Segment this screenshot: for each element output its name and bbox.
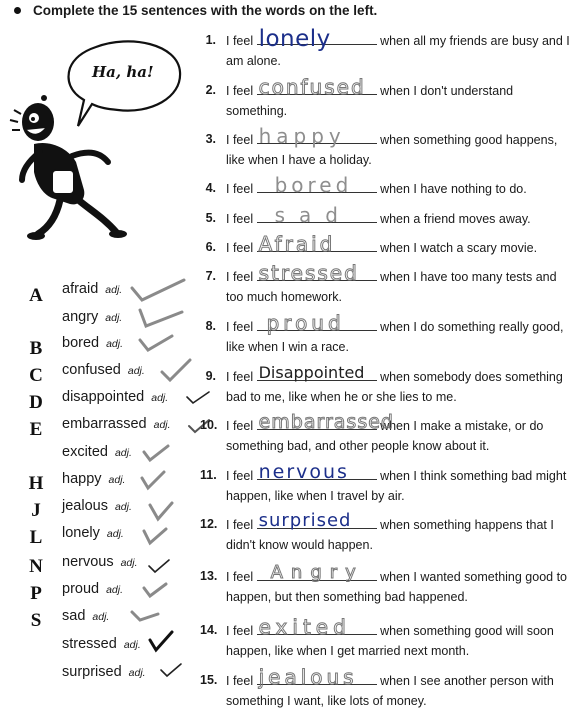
sentence-end: when something happens that I didn't know would happen. [226, 518, 554, 552]
sentence-end: when something good will soon happen, like when I get married next month. [226, 624, 554, 658]
answer-blank[interactable] [257, 261, 377, 285]
sentence-number: 11. [200, 468, 217, 482]
word-text: sad [62, 608, 86, 624]
laughing-figure-illustration [0, 22, 200, 252]
bullet-icon [14, 7, 21, 14]
sentence-number: 2. [205, 83, 216, 97]
handwritten-answer: stressed [258, 261, 359, 285]
check-mark-icon [158, 356, 194, 384]
speech-bubble-text: Ha, ha! [92, 63, 154, 81]
answer-blank[interactable] [257, 665, 377, 689]
sentence-number: 9. [205, 369, 216, 383]
answer-blank[interactable] [257, 124, 377, 148]
answer-blank[interactable] [257, 311, 377, 335]
word-item [62, 608, 109, 624]
word-item [62, 335, 123, 351]
group-letter: B [29, 338, 43, 359]
word-item [62, 554, 138, 570]
word-item [62, 525, 124, 541]
handwritten-answer: Afraid [258, 232, 336, 256]
word-text: stressed [62, 636, 117, 652]
word-text: disappointed [62, 389, 145, 405]
part-of-speech: adj. [120, 557, 138, 569]
word-item [62, 389, 168, 405]
sentence-start: I feel [226, 270, 254, 284]
word-item [62, 664, 146, 680]
sentence-end: when somebody does something bad to me, like when he or she lies to me. [226, 370, 563, 404]
part-of-speech: adj. [114, 501, 132, 513]
word-item [62, 362, 145, 378]
group-letter: S [30, 610, 42, 631]
group-letter: E [29, 419, 43, 440]
sentence-end: when I think something bad might happen, like when I travel by air. [226, 469, 567, 503]
word-item [62, 281, 122, 297]
word-item [62, 309, 122, 325]
check-mark-icon [140, 523, 170, 547]
part-of-speech: adj. [128, 667, 146, 679]
group-letter: L [29, 527, 43, 548]
sentence-start: I feel [226, 624, 254, 638]
word-text: excited [62, 444, 108, 460]
group-letter: D [29, 392, 43, 413]
answer-blank[interactable] [257, 461, 377, 483]
handwritten-answer: nervous [258, 461, 349, 483]
sentence-end: when I watch a scary movie. [380, 241, 538, 255]
sentence-number: 13. [200, 569, 218, 583]
sentence-end: when I make a mistake, or do something bad, and other people know about it. [226, 419, 544, 453]
sentence-end: when I do something really good, like when I win a race. [226, 320, 564, 354]
sentence-start: I feel [226, 518, 254, 532]
handwritten-answer: bored [274, 173, 353, 197]
sentence-number: 4. [205, 181, 216, 195]
sentence-number: 5. [205, 211, 216, 225]
instructions-text: Complete the 15 sentences with the words on the left. [33, 3, 378, 18]
part-of-speech: adj. [151, 392, 169, 404]
sentence-start: I feel [226, 182, 254, 196]
answer-blank[interactable] [257, 615, 377, 639]
sentence-start: I feel [226, 320, 254, 334]
word-item [62, 416, 171, 432]
check-mark-icon [146, 556, 172, 576]
sentence-end: when all my friends are busy and I am alone. [226, 34, 570, 68]
sentence-start: I feel [226, 84, 254, 98]
answer-blank[interactable] [257, 203, 377, 227]
handwritten-answer: confused [258, 75, 366, 99]
answer-blank[interactable] [257, 510, 377, 531]
sentence-number: 12. [200, 517, 218, 531]
check-mark-icon [146, 628, 176, 654]
check-mark-icon [158, 660, 184, 680]
handwritten-answer: Disappointed [258, 363, 365, 382]
handwritten-answer: embarrassed [258, 411, 394, 433]
word-item [62, 471, 125, 487]
handwritten-answer: lonely [258, 26, 331, 52]
handwritten-answer: exited [258, 615, 351, 639]
group-letter: C [29, 365, 43, 386]
group-letter: P [30, 583, 42, 604]
answer-blank[interactable] [257, 26, 377, 52]
word-text: happy [62, 471, 102, 487]
check-mark-icon [146, 497, 176, 523]
part-of-speech: adj. [105, 312, 123, 324]
check-mark-icon [128, 606, 162, 624]
word-item [62, 636, 141, 652]
sentence-start: I feel [226, 570, 254, 584]
word-text: angry [62, 309, 99, 325]
sentence-start: I feel [226, 133, 254, 147]
group-letter: N [29, 556, 43, 577]
part-of-speech: adj. [153, 419, 171, 431]
answer-blank[interactable] [257, 562, 377, 583]
sentence-number: 6. [205, 240, 216, 254]
part-of-speech: adj. [106, 338, 124, 350]
handwritten-answer: jealous [258, 665, 358, 689]
sentence-number: 15. [200, 673, 218, 687]
word-text: proud [62, 581, 100, 597]
check-mark-icon [136, 300, 186, 330]
handwritten-answer: sad [274, 203, 352, 227]
group-letter: H [28, 473, 44, 494]
check-mark-icon [140, 442, 172, 464]
word-text: embarrassed [62, 416, 147, 432]
part-of-speech: adj. [92, 611, 110, 623]
word-text: bored [62, 335, 100, 351]
part-of-speech: adj. [108, 474, 126, 486]
part-of-speech: adj. [123, 639, 141, 651]
sentence-start: I feel [226, 34, 254, 48]
check-mark-icon [140, 580, 170, 600]
part-of-speech: adj. [114, 447, 132, 459]
sentence-start: I feel [226, 419, 254, 433]
part-of-speech: adj. [127, 365, 145, 377]
sentence-number: 8. [205, 319, 216, 333]
sentence-number: 7. [205, 269, 216, 283]
part-of-speech: adj. [106, 584, 124, 596]
check-mark-icon [138, 468, 168, 492]
word-text: jealous [62, 498, 108, 514]
sentence-end: when I wanted something good to happen, but then something bad happened. [226, 570, 568, 604]
part-of-speech: adj. [105, 284, 123, 296]
sentence-end: when I have nothing to do. [380, 182, 527, 196]
sentence-number: 3. [205, 132, 216, 146]
sentence-end: when I see another person with something I want, like lots of money. [226, 674, 554, 708]
word-text: surprised [62, 664, 122, 680]
word-item [62, 498, 132, 514]
sentence-start: I feel [226, 241, 254, 255]
word-text: confused [62, 362, 121, 378]
answer-blank[interactable] [257, 232, 377, 256]
sentence-number: 1. [205, 33, 216, 47]
word-item [62, 444, 132, 460]
answer-blank[interactable] [257, 75, 377, 99]
sentence-start: I feel [226, 469, 254, 483]
word-text: lonely [62, 525, 100, 541]
instructions-header [14, 3, 377, 18]
sentence-start: I feel [226, 674, 254, 688]
group-letter: A [29, 285, 43, 306]
word-text: nervous [62, 554, 114, 570]
sentence-end: when I don't understand something. [226, 84, 514, 118]
handwritten-answer: surprised [258, 510, 352, 531]
check-mark-icon [136, 330, 176, 354]
sentence-number: 14. [200, 623, 218, 637]
word-text: afraid [62, 281, 99, 297]
handwritten-answer: Angry [270, 562, 364, 583]
sentence-end: when I have too many tests and too much homework. [226, 270, 557, 304]
handwritten-answer: proud [266, 311, 345, 335]
check-mark-icon [184, 388, 212, 406]
sentence-end: when a friend moves away. [380, 212, 531, 226]
sentence-end: when something good happens, like when I have a holiday. [226, 133, 558, 167]
part-of-speech: adj. [106, 528, 124, 540]
sentence-start: I feel [226, 212, 254, 226]
answer-blank[interactable] [257, 411, 394, 433]
group-letter: J [31, 500, 41, 521]
answer-blank[interactable] [257, 363, 377, 382]
handwritten-answer: happy [258, 124, 346, 148]
word-item [62, 581, 123, 597]
sentence-number: 10. [200, 418, 218, 432]
answer-blank[interactable] [257, 173, 377, 197]
sentence-start: I feel [226, 370, 254, 384]
